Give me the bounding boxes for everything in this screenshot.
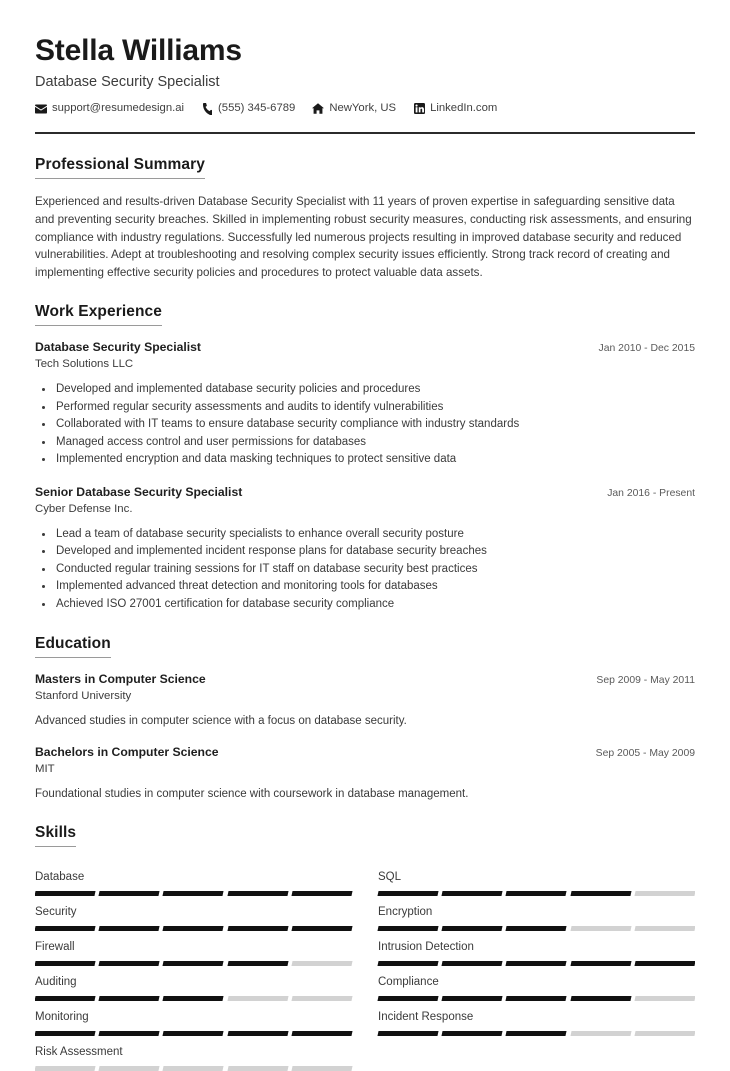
skill-level-segment: [227, 891, 288, 896]
education-entry-date: Sep 2005 - May 2009: [595, 747, 695, 759]
skills-grid: [35, 861, 695, 1071]
skill-level-segment: [227, 996, 288, 1001]
contact-phone[interactable]: [201, 103, 295, 115]
education-entry-description: Advanced studies in computer science with a focus on database security.: [35, 714, 407, 727]
work-entry: [35, 485, 695, 613]
section-title-education: Education: [35, 635, 111, 658]
work-entry-company: Tech Solutions LLC: [35, 358, 134, 371]
section-work-experience: [35, 303, 695, 613]
skill-item: [35, 1036, 352, 1071]
summary-body: [35, 193, 695, 281]
skill-level-segment: [442, 891, 503, 896]
skills-body: [35, 861, 695, 1071]
skill-level-bar: [378, 996, 695, 1001]
skill-level-segment: [35, 926, 96, 931]
skill-level-segment: [227, 1031, 288, 1036]
skill-name: Database: [35, 870, 85, 883]
skill-level-segment: [377, 961, 438, 966]
skill-level-segment: [634, 1031, 695, 1036]
work-entry-role: Senior Database Security Specialist: [35, 484, 243, 499]
skill-level-segment: [442, 926, 503, 931]
education-entry-head: [35, 745, 695, 760]
skill-level-segment: [506, 961, 567, 966]
skill-level-segment: [291, 891, 352, 896]
skill-level-segment: [634, 926, 695, 931]
home-icon: [312, 103, 324, 115]
section-education: [35, 635, 695, 802]
skill-item: [35, 1001, 352, 1036]
skill-level-bar: [378, 1031, 695, 1036]
skill-level-segment: [35, 961, 96, 966]
skill-item: [378, 966, 695, 1001]
skill-level-segment: [570, 996, 631, 1001]
skill-item: [378, 931, 695, 966]
skill-level-segment: [227, 926, 288, 931]
list-item: • Managed access control and user permissions for databases: [54, 434, 695, 451]
work-entry-bullets: [35, 526, 695, 613]
work-entry-role: Database Security Specialist: [35, 340, 201, 355]
skill-level-bar: [35, 1066, 352, 1071]
skill-level-segment: [227, 1066, 288, 1071]
skill-level-segment: [35, 996, 96, 1001]
skill-level-segment: [163, 1066, 224, 1071]
list-item: • Developed and implemented incident response plans for database security breaches: [54, 543, 695, 560]
skill-level-segment: [99, 1031, 160, 1036]
list-item: • Conducted regular training sessions for IT staff on database security best practices: [54, 561, 695, 578]
skill-level-segment: [506, 891, 567, 896]
skill-level-segment: [163, 926, 224, 931]
skill-level-bar: [35, 996, 352, 1001]
skill-name: Auditing: [35, 975, 77, 988]
header-divider: [35, 132, 695, 135]
skill-level-segment: [570, 891, 631, 896]
work-entry-head: [35, 485, 695, 500]
skill-item: [378, 896, 695, 931]
contact-phone-label: (555) 345-6789: [218, 102, 296, 115]
skill-level-segment: [634, 891, 695, 896]
skill-name: SQL: [378, 870, 402, 883]
skill-level-bar: [35, 891, 352, 896]
education-entry-description: Foundational studies in computer science with coursework in database management.: [35, 788, 469, 801]
contact-location[interactable]: [312, 103, 396, 115]
skill-level-bar: [35, 926, 352, 931]
skill-level-segment: [570, 961, 631, 966]
skill-level-segment: [634, 961, 695, 966]
skill-level-segment: [99, 891, 160, 896]
skill-level-segment: [35, 891, 96, 896]
skill-item: [35, 966, 352, 1001]
skill-level-segment: [99, 926, 160, 931]
skill-level-segment: [163, 891, 224, 896]
skill-name: Firewall: [35, 940, 75, 953]
skill-level-segment: [570, 926, 631, 931]
skill-level-segment: [377, 1031, 438, 1036]
skill-name: Encryption: [378, 905, 433, 918]
education-entry-school: MIT: [35, 763, 55, 776]
work-entry-company: Cyber Defense Inc.: [35, 502, 133, 515]
skill-level-bar: [378, 926, 695, 931]
skill-level-segment: [506, 996, 567, 1001]
skill-level-segment: [377, 891, 438, 896]
education-entry: [35, 745, 695, 802]
skill-name: Incident Response: [378, 1010, 474, 1023]
section-skills: [35, 824, 695, 1070]
education-entry-date: Sep 2009 - May 2011: [596, 674, 695, 686]
skill-level-bar: [35, 961, 352, 966]
list-item: • Implemented advanced threat detection and monitoring tools for databases: [54, 578, 695, 595]
phone-icon: [201, 103, 213, 115]
skill-item: [35, 931, 352, 966]
section-title-summary: Professional Summary: [35, 156, 205, 179]
skill-level-segment: [291, 961, 352, 966]
page-title: Stella Williams: [35, 34, 242, 67]
section-title-skills: Skills: [35, 824, 76, 847]
list-item: • Collaborated with IT teams to ensure database security compliance with industry standards: [54, 416, 695, 433]
contact-linkedin-label: LinkedIn.com: [430, 102, 498, 115]
skill-level-bar: [35, 1031, 352, 1036]
list-item: • Performed regular security assessments and audits to identify vulnerabilities: [54, 399, 695, 416]
skill-item: [378, 861, 695, 896]
skill-level-segment: [291, 1031, 352, 1036]
contact-row: [35, 103, 695, 115]
skill-level-segment: [442, 1031, 503, 1036]
skill-level-bar: [378, 891, 695, 896]
education-entry-degree: Bachelors in Computer Science: [35, 744, 219, 759]
skill-item: [35, 861, 352, 896]
skill-level-segment: [163, 961, 224, 966]
resume-header: [35, 0, 695, 134]
job-title: Database Security Specialist: [35, 73, 220, 90]
work-entries: [35, 340, 695, 613]
list-item: • Implemented encryption and data masking techniques to protect sensitive data: [54, 451, 695, 468]
section-title-work: Work Experience: [35, 303, 162, 326]
skill-name: Intrusion Detection: [378, 940, 474, 953]
summary-text: Experienced and results-driven Database Security Specialist with 11 years of proven expertise in safeguarding sensitive data and preventing security breaches. Skilled in implementing robust security measures, conducting risk assessments, and ensuring compliance with industry regulations. Successfully led numerous projects resulting in improved database security and reduced vulnerabilities. Adept at troubleshooting and resolving complex security issues efficiently. Strong track record of creating and implementing effective security policies and procedures to protect valuable data assets.: [35, 195, 692, 279]
contact-email[interactable]: [35, 103, 184, 115]
work-entry-head: [35, 340, 695, 355]
skill-level-segment: [442, 961, 503, 966]
work-entry: [35, 340, 695, 468]
skill-level-bar: [378, 961, 695, 966]
skill-level-segment: [291, 996, 352, 1001]
skill-level-segment: [99, 996, 160, 1001]
skill-level-segment: [163, 1031, 224, 1036]
skill-level-segment: [634, 996, 695, 1001]
education-entry: [35, 672, 695, 729]
education-entry-head: [35, 672, 695, 687]
skill-level-segment: [35, 1066, 96, 1071]
skill-name: Monitoring: [35, 1010, 89, 1023]
envelope-icon: [35, 103, 47, 115]
skill-level-segment: [377, 926, 438, 931]
education-entry-school: Stanford University: [35, 690, 132, 703]
skill-item: [378, 1001, 695, 1036]
skill-level-segment: [227, 961, 288, 966]
skill-name: Security: [35, 905, 77, 918]
contact-location-label: NewYork, US: [329, 102, 397, 115]
skill-level-segment: [99, 961, 160, 966]
list-item: • Lead a team of database security specialists to enhance overall security posture: [54, 526, 695, 543]
skill-level-segment: [35, 1031, 96, 1036]
skill-level-segment: [163, 996, 224, 1001]
skill-level-segment: [442, 996, 503, 1001]
work-entry-date: Jan 2010 - Dec 2015: [598, 343, 695, 355]
skill-level-segment: [506, 1031, 567, 1036]
skill-name: Risk Assessment: [35, 1045, 123, 1058]
skill-level-segment: [291, 1066, 352, 1071]
education-entries: [35, 672, 695, 802]
skill-name: Compliance: [378, 975, 439, 988]
section-professional-summary: [35, 156, 695, 281]
work-entry-date: Jan 2016 - Present: [607, 487, 695, 499]
work-entry-bullets: [35, 381, 695, 468]
education-entry-degree: Masters in Computer Science: [35, 671, 206, 686]
skill-level-segment: [506, 926, 567, 931]
skill-level-segment: [291, 926, 352, 931]
contact-email-label: support@resumedesign.ai: [52, 102, 185, 115]
skill-item: [35, 896, 352, 931]
linkedin-icon: [413, 103, 425, 115]
contact-linkedin[interactable]: [413, 103, 497, 115]
skill-level-segment: [377, 996, 438, 1001]
list-item: • Achieved ISO 27001 certification for database security compliance: [54, 596, 695, 613]
list-item: • Developed and implemented database security policies and procedures: [54, 381, 695, 398]
skill-level-segment: [570, 1031, 631, 1036]
skill-level-segment: [99, 1066, 160, 1071]
